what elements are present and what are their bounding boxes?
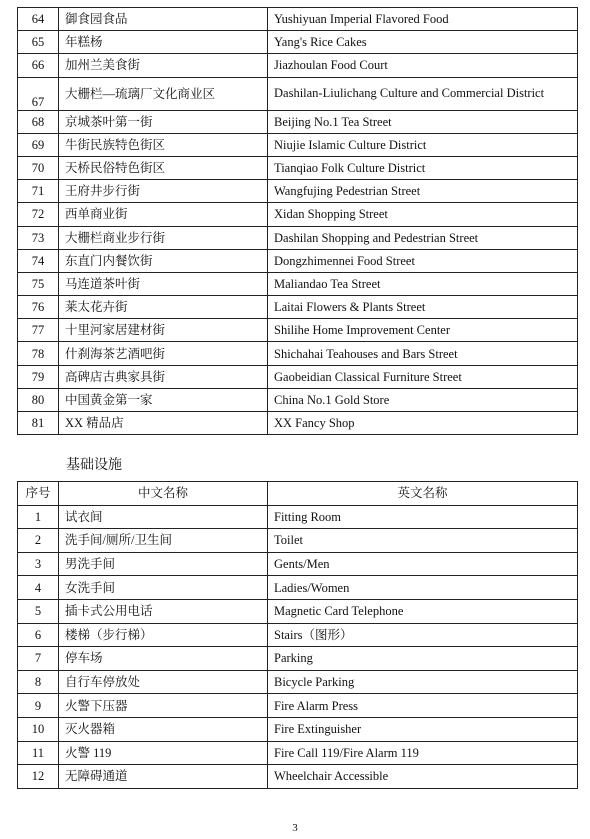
english-name-cell: Stairs（图形） xyxy=(268,623,578,647)
english-name-cell: Shichahai Teahouses and Bars Street xyxy=(268,342,578,365)
table-row xyxy=(18,576,578,600)
table-row xyxy=(18,319,578,342)
english-name-cell: Fitting Room xyxy=(268,505,578,529)
infrastructure-table xyxy=(17,481,578,789)
chinese-name-cell: 东直门内餐饮街 xyxy=(59,249,268,272)
chinese-name-cell: 灭火器箱 xyxy=(59,717,268,741)
chinese-name-cell: 大栅栏—琉璃厂文化商业区 xyxy=(59,77,268,110)
chinese-name-cell: 莱太花卉街 xyxy=(59,296,268,319)
row-number: 9 xyxy=(18,694,59,718)
page-number: 3 xyxy=(292,822,298,834)
row-number: 12 xyxy=(18,765,59,789)
english-name-cell: Toilet xyxy=(268,529,578,553)
table-row xyxy=(18,552,578,576)
english-name-cell: Maliandao Tea Street xyxy=(268,272,578,295)
row-number: 74 xyxy=(18,249,59,272)
english-name-cell: Wheelchair Accessible xyxy=(268,765,578,789)
table-row xyxy=(18,670,578,694)
english-name-cell: Shilihe Home Improvement Center xyxy=(268,319,578,342)
row-number: 10 xyxy=(18,717,59,741)
chinese-name-cell: 王府井步行街 xyxy=(59,180,268,203)
table-row xyxy=(18,203,578,226)
chinese-name-cell: 插卡式公用电话 xyxy=(59,599,268,623)
chinese-name-cell: 停车场 xyxy=(59,647,268,671)
chinese-name-cell: 京城茶叶第一街 xyxy=(59,110,268,133)
row-number: 68 xyxy=(18,110,59,133)
chinese-name-cell: 大栅栏商业步行街 xyxy=(59,226,268,249)
table-row xyxy=(18,717,578,741)
english-name-cell: Fire Alarm Press xyxy=(268,694,578,718)
english-name-cell: Gents/Men xyxy=(268,552,578,576)
row-number: 69 xyxy=(18,133,59,156)
english-name-cell: Yushiyuan Imperial Flavored Food xyxy=(268,8,578,31)
chinese-name-cell: 无障碍通道 xyxy=(59,765,268,789)
chinese-name-cell: 男洗手间 xyxy=(59,552,268,576)
table-row xyxy=(18,694,578,718)
row-number: 72 xyxy=(18,203,59,226)
table-row xyxy=(18,365,578,388)
row-number: 11 xyxy=(18,741,59,765)
shopping-names-table-body xyxy=(18,8,578,435)
row-number: 78 xyxy=(18,342,59,365)
chinese-name-cell: 试衣间 xyxy=(59,505,268,529)
chinese-name-cell: 火警下压器 xyxy=(59,694,268,718)
chinese-name-cell: 女洗手间 xyxy=(59,576,268,600)
row-number: 65 xyxy=(18,31,59,54)
row-number: 2 xyxy=(18,529,59,553)
english-name-cell: Gaobeidian Classical Furniture Street xyxy=(268,365,578,388)
row-number: 6 xyxy=(18,623,59,647)
table-row xyxy=(18,110,578,133)
chinese-name-cell: 年糕杨 xyxy=(59,31,268,54)
row-number: 67 xyxy=(18,77,59,110)
chinese-name-cell: 火警 119 xyxy=(59,741,268,765)
table-row xyxy=(18,249,578,272)
english-name-cell: China No.1 Gold Store xyxy=(268,388,578,411)
chinese-name-cell: 高碑店古典家具街 xyxy=(59,365,268,388)
english-name-cell: Dongzhimennei Food Street xyxy=(268,249,578,272)
table-row xyxy=(18,77,578,110)
table-row xyxy=(18,599,578,623)
table-row xyxy=(18,623,578,647)
table-row xyxy=(18,342,578,365)
row-number: 77 xyxy=(18,319,59,342)
row-number: 80 xyxy=(18,388,59,411)
table-row xyxy=(18,272,578,295)
chinese-name-cell: 中国黄金第一家 xyxy=(59,388,268,411)
header-english-name: 英文名称 xyxy=(268,482,578,506)
table-row xyxy=(18,31,578,54)
row-number: 76 xyxy=(18,296,59,319)
row-number: 73 xyxy=(18,226,59,249)
row-number: 70 xyxy=(18,156,59,179)
table-row xyxy=(18,647,578,671)
row-number: 75 xyxy=(18,272,59,295)
row-number: 79 xyxy=(18,365,59,388)
row-number: 3 xyxy=(18,552,59,576)
english-name-cell: Yang's Rice Cakes xyxy=(268,31,578,54)
table-row xyxy=(18,412,578,435)
header-chinese-name: 中文名称 xyxy=(59,482,268,506)
chinese-name-cell: 洗手间/厕所/卫生间 xyxy=(59,529,268,553)
row-number: 7 xyxy=(18,647,59,671)
english-name-cell: Niujie Islamic Culture District xyxy=(268,133,578,156)
chinese-name-cell: 御食园食品 xyxy=(59,8,268,31)
table-row xyxy=(18,180,578,203)
row-number: 5 xyxy=(18,599,59,623)
table-row xyxy=(18,529,578,553)
shopping-names-table xyxy=(17,7,578,435)
chinese-name-cell: 楼梯（步行梯） xyxy=(59,623,268,647)
english-name-cell: Tianqiao Folk Culture District xyxy=(268,156,578,179)
table-row xyxy=(18,156,578,179)
english-name-cell: XX Fancy Shop xyxy=(268,412,578,435)
table-row xyxy=(18,133,578,156)
english-name-cell: Dashilan Shopping and Pedestrian Street xyxy=(268,226,578,249)
header-number: 序号 xyxy=(18,482,59,506)
section-heading: 基础设施 xyxy=(66,458,122,473)
chinese-name-cell: 牛街民族特色街区 xyxy=(59,133,268,156)
english-name-cell: Parking xyxy=(268,647,578,671)
english-name-cell: Fire Call 119/Fire Alarm 119 xyxy=(268,741,578,765)
english-name-cell: Dashilan-Liulichang Culture and Commercial District xyxy=(268,77,578,110)
chinese-name-cell: 自行车停放处 xyxy=(59,670,268,694)
chinese-name-cell: 加州兰美食街 xyxy=(59,54,268,77)
chinese-name-cell: 什刹海茶艺酒吧街 xyxy=(59,342,268,365)
row-number: 66 xyxy=(18,54,59,77)
row-number: 8 xyxy=(18,670,59,694)
row-number: 1 xyxy=(18,505,59,529)
table-row xyxy=(18,8,578,31)
chinese-name-cell: 天桥民俗特色街区 xyxy=(59,156,268,179)
table-row xyxy=(18,388,578,411)
chinese-name-cell: XX 精品店 xyxy=(59,412,268,435)
table-row xyxy=(18,765,578,789)
english-name-cell: Magnetic Card Telephone xyxy=(268,599,578,623)
english-name-cell: Jiazhoulan Food Court xyxy=(268,54,578,77)
row-number: 4 xyxy=(18,576,59,600)
table-row xyxy=(18,54,578,77)
english-name-cell: Beijing No.1 Tea Street xyxy=(268,110,578,133)
table-header-row xyxy=(18,482,578,506)
english-name-cell: Xidan Shopping Street xyxy=(268,203,578,226)
table-row xyxy=(18,226,578,249)
english-name-cell: Ladies/Women xyxy=(268,576,578,600)
row-number: 64 xyxy=(18,8,59,31)
row-number: 81 xyxy=(18,412,59,435)
english-name-cell: Wangfujing Pedestrian Street xyxy=(268,180,578,203)
table-row xyxy=(18,296,578,319)
english-name-cell: Laitai Flowers & Plants Street xyxy=(268,296,578,319)
english-name-cell: Bicycle Parking xyxy=(268,670,578,694)
chinese-name-cell: 西单商业街 xyxy=(59,203,268,226)
chinese-name-cell: 十里河家居建材街 xyxy=(59,319,268,342)
infrastructure-table-body xyxy=(18,505,578,788)
chinese-name-cell: 马连道茶叶街 xyxy=(59,272,268,295)
row-number: 71 xyxy=(18,180,59,203)
table-row xyxy=(18,505,578,529)
table-row xyxy=(18,741,578,765)
english-name-cell: Fire Extinguisher xyxy=(268,717,578,741)
